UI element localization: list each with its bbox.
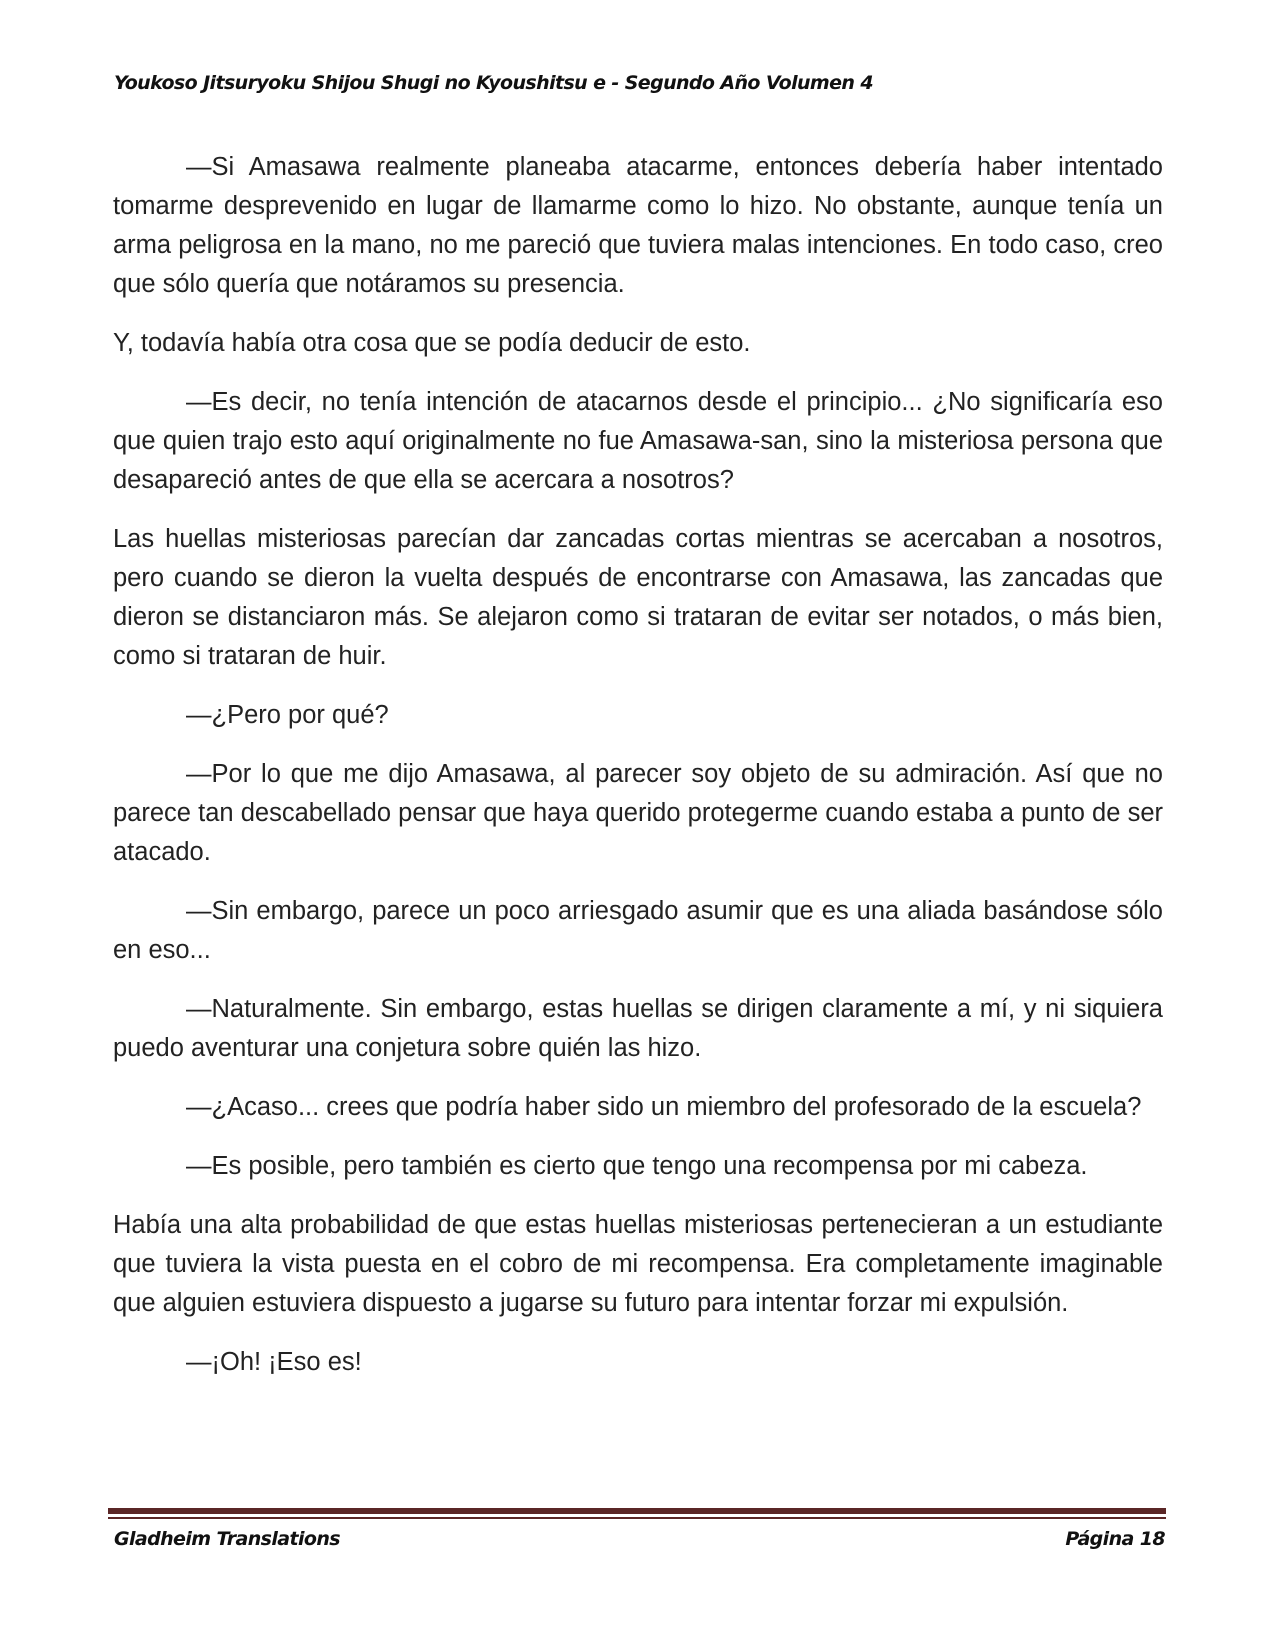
paragraph: Y, todavía había otra cosa que se podía deducir de esto.	[113, 329, 751, 357]
paragraph: —Sin embargo, parece un poco arriesgado asumir que es una aliada basándose sólo en eso...	[113, 897, 1163, 964]
paragraph: —¡Oh! ¡Eso es!	[186, 1348, 362, 1376]
body-text	[113, 148, 1163, 1402]
footer-credit: Gladheim Translations	[114, 1528, 340, 1550]
page-number: Página 18	[1065, 1528, 1165, 1550]
paragraph: Había una alta probabilidad de que estas huellas misteriosas pertenecieran a un estudiante que tuviera la vista puesta en el cobro de mi recompensa. Era completamente imaginable que alguien estuviera dispuesto a jugarse su futuro para intentar forzar mi expulsión.	[113, 1211, 1163, 1317]
paragraph: —Es decir, no tenía intención de atacarnos desde el principio... ¿No significaría eso que quien trajo esto aquí originalmente no fue Amasawa-san, sino la misteriosa persona que desapareció antes de que ella se acercara a nosotros?	[113, 388, 1163, 494]
paragraph: —¿Acaso... crees que podría haber sido un miembro del profesorado de la escuela?	[186, 1093, 1142, 1121]
footer-divider-thin	[108, 1517, 1166, 1519]
paragraph: —Si Amasawa realmente planeaba atacarme, entonces debería haber intentado tomarme desprevenido en lugar de llamarme como lo hizo. No obstante, aunque tenía un arma peligrosa en la mano, no me pareció que tuviera malas intenciones. En todo caso, creo que sólo quería que notáramos su presencia.	[113, 153, 1163, 298]
paragraph: —Es posible, pero también es cierto que tengo una recompensa por mi cabeza.	[186, 1152, 1088, 1180]
paragraph: —Naturalmente. Sin embargo, estas huellas se dirigen claramente a mí, y ni siquiera puedo aventurar una conjetura sobre quién las hizo.	[113, 995, 1163, 1062]
paragraph: —¿Pero por qué?	[186, 701, 389, 729]
running-header: Youkoso Jitsuryoku Shijou Shugi no Kyoushitsu e - Segundo Año Volumen 4	[114, 72, 873, 94]
paragraph: Las huellas misteriosas parecían dar zancadas cortas mientras se acercaban a nosotros, pero cuando se dieron la vuelta después de encontrarse con Amasawa, las zancadas que dieron se distanciaron más. Se alejaron como si trataran de evitar ser notados, o más bien, como si trataran de huir.	[113, 525, 1163, 670]
paragraph: —Por lo que me dijo Amasawa, al parecer soy objeto de su admiración. Así que no parece tan descabellado pensar que haya querido protegerme cuando estaba a punto de ser atacado.	[113, 760, 1163, 866]
footer-divider	[108, 1508, 1166, 1514]
